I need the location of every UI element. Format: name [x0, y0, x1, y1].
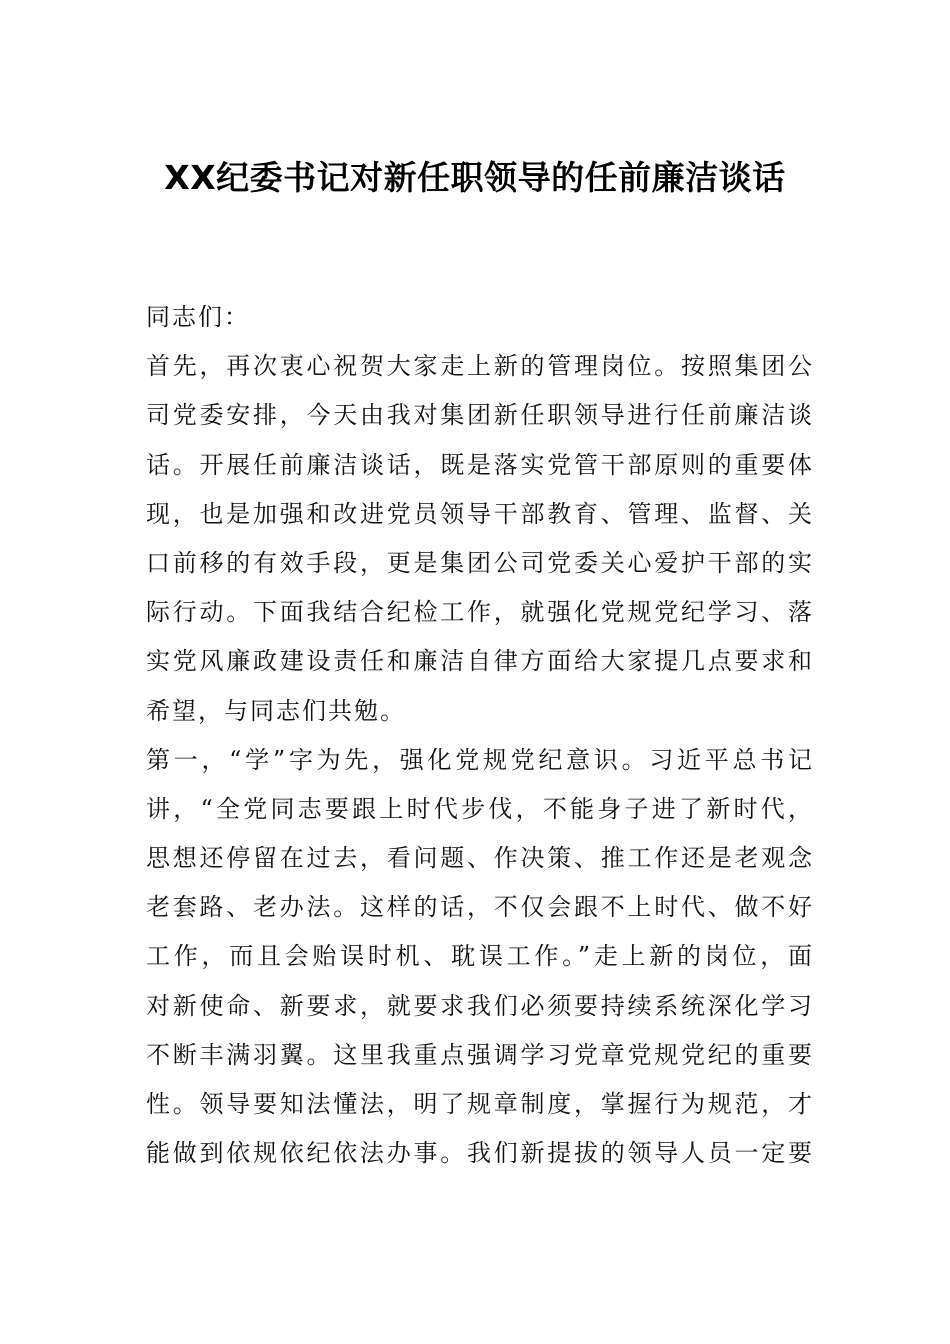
text-line: 口前移的有效手段，更是集团公司党委关心爱护干部的实: [146, 548, 812, 577]
text-line: 际行动。下面我结合纪检工作，就强化党规党纪学习、落: [146, 598, 812, 627]
text-line: 话。开展任前廉洁谈话，既是落实党管干部原则的重要体: [146, 450, 812, 479]
text-line: 第一，“学”字为先，强化党规党纪意识。习近平总书记: [146, 745, 812, 774]
text-line: 实党风廉政建设责任和廉洁自律方面给大家提几点要求和: [146, 647, 812, 676]
text-line: 现，也是加强和改进党员领导干部教育、管理、监督、关: [146, 499, 812, 528]
document-body: [146, 293, 812, 1178]
text-line: 首先，再次衷心祝贺大家走上新的管理岗位。按照集团公: [146, 352, 812, 381]
document-title: XX纪委书记对新任职领导的任前廉洁谈话: [164, 158, 786, 197]
text-line: 不断丰满羽翼。这里我重点强调学习党章党规党纪的重要: [146, 1040, 812, 1069]
text-line: 工作，而且会贻误时机、耽误工作。”走上新的岗位，面: [146, 942, 812, 971]
text-line: 思想还停留在过去，看问题、作决策、推工作还是老观念: [146, 844, 812, 873]
text-line: 司党委安排，今天由我对集团新任职领导进行任前廉洁谈: [146, 401, 812, 430]
text-line: 讲，“全党同志要跟上时代步伐，不能身子进了新时代，: [146, 794, 812, 823]
text-line: 对新使命、新要求，就要求我们必须要持续系统深化学习: [146, 991, 812, 1020]
text-line: 能做到依规依纪依法办事。我们新提拔的领导人员一定要: [146, 1139, 812, 1168]
text-line: 老套路、老办法。这样的话，不仅会跟不上时代、做不好: [146, 893, 812, 922]
text-line: 性。领导要知法懂法，明了规章制度，掌握行为规范，才: [146, 1090, 812, 1118]
text-line: 希望，与同志们共勉。: [146, 696, 406, 725]
salutation-line: 同志们：: [146, 303, 250, 331]
